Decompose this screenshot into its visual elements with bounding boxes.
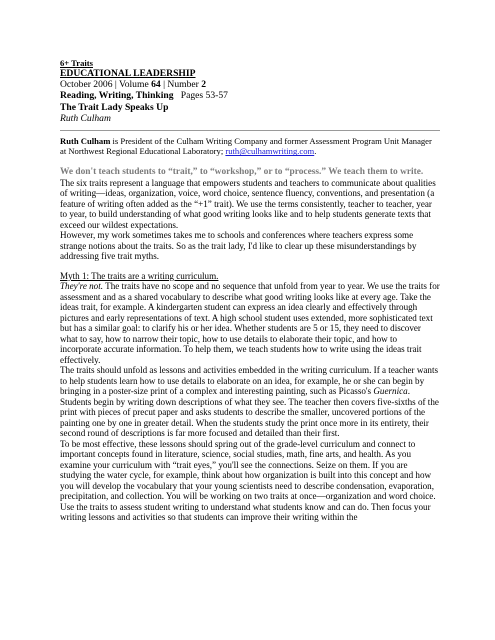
- section-line: [60, 90, 440, 101]
- issue-prefix: October 2006 | Volume: [60, 79, 152, 91]
- issue-mid: | Number: [160, 79, 202, 91]
- paragraph-intro: The six traits represent a language that empowers students and teachers to communicate about qualities of writing—ideas, organization, voice, word choice, sentence fluency, conventions, and presentation (a feature of writing often added as the “+1” trait). We use the terms consistently, teacher to teacher, year to year, to build understanding of what good writing looks like and to help students generate texts that exceed our wildest expectations.: [60, 177, 436, 230]
- divider: [60, 130, 440, 131]
- issue-line: [60, 79, 440, 90]
- guernica-title: Guernica: [373, 386, 408, 397]
- myth1-lead: They're not.: [60, 281, 104, 292]
- myth-1-heading: Myth 1: The traits are a writing curriculum.: [60, 270, 219, 281]
- author-note: [60, 136, 440, 157]
- author-note-end: .: [314, 146, 317, 157]
- section-name: Reading, Writing, Thinking: [60, 90, 174, 102]
- paragraph-assess: Use the traits to assess student writing to understand what students know and can do. Then focus your writing lessons and activities so that students can improve their writing within the: [60, 501, 431, 523]
- issue-number: 2: [201, 79, 207, 91]
- paragraph-lessons: [60, 365, 440, 439]
- article-title: The Trait Lady Speaks Up: [60, 101, 169, 113]
- author-note-text: is President of the Culham Writing Company and former Assessment Program Unit Manager at Northwest Regional Educational Laboratory;: [60, 136, 432, 157]
- lessons-part-b: . Students begin by writing down descriptions of what they see. The teacher then covers five-sixths of the print with pieces of precut paper and asks students to describe the smaller, uncovered portions of the painting one by one in greater detail. When the students study the print once more in its entirety, their second round of descriptions is far more focused and detailed than their first.: [60, 386, 439, 439]
- pull-quote: We don't teach students to “trait,” to “workshop,” or to “process.” We teach them to write.: [60, 166, 424, 177]
- category-link[interactable]: 6+ Traits: [60, 58, 93, 68]
- paragraph-myths-intro: However, my work sometimes takes me to schools and conferences where teachers express some strange notions about the traits. So as the trait lady, I'd like to clear up these misunderstandings by addressing five trait myths.: [60, 230, 417, 262]
- paragraph-myth1-answer: [60, 281, 440, 365]
- volume-number: 64: [151, 79, 161, 91]
- article-author: Ruth Culham: [60, 112, 111, 124]
- paragraph-curriculum: To be most effective, these lessons should spring out of the grade-level curriculum and connect to important concepts found in literature, science, social studies, math, fine arts, and health. As you examine your curriculum with “trait eyes,” you'll see the connections. Seize on them. If you are studying the water cycle, for example, think about how organization is built into this concept and how you will develop the vocabulary that your young scientists need to describe condensation, evaporation, precipitation, and collection. You will be working on two traits at once—organization and word choice.: [60, 438, 436, 502]
- page-range: Pages 53-57: [180, 90, 228, 102]
- myth1-body: The traits have no scope and no sequence that unfold from year to year. We use the traits for assessment and as a shared vocabulary to describe what good writing looks like at every age. Take the ideas trait, for example. A kindergarten student can express an idea clearly and effectively through pictures and early representations of text. A high school student uses extended, more sophisticated text but has a similar goal: to clarify his or her idea. Whether students are 5 or 15, they need to discover what to say, how to narrow their topic, how to use details to elaborate their topic, and how to incorporate accurate information. To help them, we teach students how to write using the ideas trait effectively.: [60, 281, 440, 365]
- author-email-link[interactable]: ruth@culhamwriting.com: [225, 146, 315, 157]
- spacer: [60, 262, 440, 271]
- lessons-part-a: The traits should unfold as lessons and activities embedded in the writing curriculum. If a teacher wants to help students learn how to use details to elaborate on an idea, for example, he or she can begin by bringing in a poster-size print of a complex and interesting painting, such as Picasso's: [60, 365, 439, 397]
- publication-name[interactable]: EDUCATIONAL LEADERSHIP: [60, 68, 196, 79]
- author-note-name: Ruth Culham: [60, 136, 111, 147]
- article-page: [60, 58, 440, 523]
